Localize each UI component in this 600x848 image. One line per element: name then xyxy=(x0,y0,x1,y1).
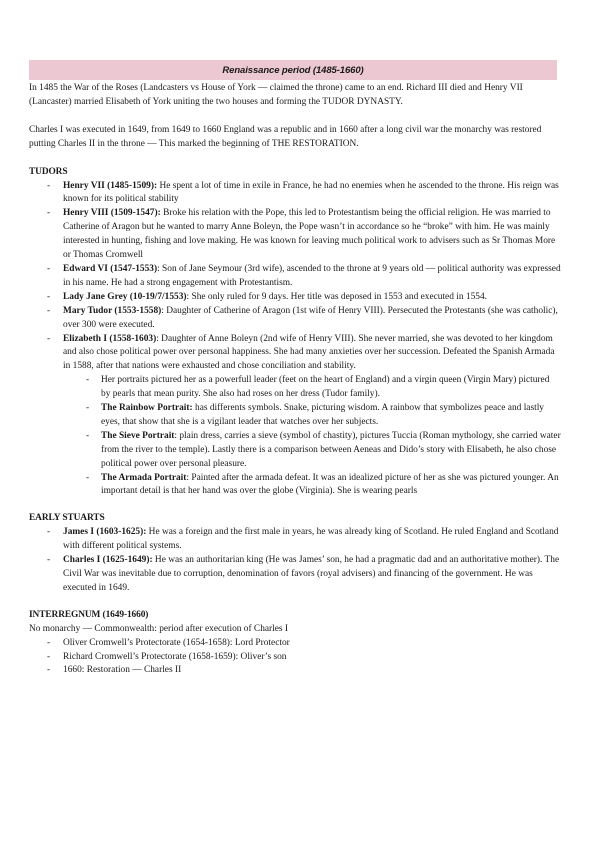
intro-paragraph: In 1485 the War of the Roses (Landcasters vs House of York — claimed the throne) came to an end. Richard III died and Henry VII (Lancaster) married Elisabeth of York uniting the two houses and forming the TUDOR DYNASTY. xyxy=(29,83,523,107)
section-heading-tudors: TUDORS xyxy=(29,166,68,177)
list-item: - James I (1603-1625): He was a foreign and the first male in years, he was already king of Scotland. He ruled England and Scotland with different political systems. xyxy=(47,527,559,552)
monarch-name: Mary Tudor (1553-1558) xyxy=(63,305,162,316)
section-heading-early-stuarts: EARLY STUARTS xyxy=(29,513,105,524)
monarch-name: Henry VIII (1509-1547): xyxy=(63,208,161,219)
monarch-description: : Daughter of Catherine of Aragon (1st wife of Henry VIII). Persecuted the Protestants (she was catholic), over 300 were executed. xyxy=(63,305,558,330)
sub-list-item: - The Sieve Portrait: plain dress, carries a sieve (symbol of chastity), pictures Tuccia (Roman mythology, she carried water from the river to the temple). Lastly there is a comparison between Aeneas and Dido’s story with Elisabeth, he also chose political power over personal pleasure. xyxy=(86,430,561,469)
portrait-description: : plain dress, carries a sieve (symbol of chastity), pictures Tuccia (Roman mythology, she carried water from the river to the temple). Lastly there is a comparison between Aeneas and Dido’s story with Elisabeth, he also chose political power over personal pleasure. xyxy=(101,430,561,469)
sub-list-item: - The Armada Portrait: Painted after the armada defeat. It was an idealized picture of her as she was pictured younger. An important detail is that her hand was over the globe (Virginia). She is wearing pearls xyxy=(86,472,559,497)
intro-paragraph: Charles I was executed in 1649, from 1649 to 1660 England was a republic and in 1660 after a long civil war the monarchy was restored putting Charles II in the throne — This marked the beginning of THE RESTORATION. xyxy=(29,124,542,149)
title-banner xyxy=(29,60,557,80)
monarch-name: Charles I (1625-1649): xyxy=(63,555,153,566)
section-heading-interregnum: INTERREGNUM (1649-1660) xyxy=(29,609,149,620)
monarch-name: Lady Jane Grey (10-19/7/1553) xyxy=(63,291,187,302)
portrait-name: The Rainbow Portrait: xyxy=(101,403,193,414)
portrait-name: The Sieve Portrait xyxy=(101,430,175,441)
monarch-description: He spent a lot of time in exile in France, he had no enemies when he ascended to the throne. His reign was known for its political stability xyxy=(63,180,559,205)
portrait-description: Her portraits pictured her as a powerfull leader (feet on the heart of England) and a virgin queen (Virgin Mary) pictured by pearls that mean purity. She also had roses on her dress (Tudor family). xyxy=(101,375,550,400)
list-item: - 1660: Restoration — Charles II xyxy=(47,665,182,676)
portraits-list xyxy=(29,374,561,499)
portrait-description: : Painted after the armada defeat. It was an idealized picture of her as she was pictured younger. An important detail is that her hand was over the globe (Virginia). She is wearing pearls xyxy=(101,472,559,497)
sub-list-item: - The Rainbow Portrait: has differents symbols. Snake, picturing wisdom. A rainbow that symbolizes peace and lastly eyes, that show that she is a vigilant leader that watches over her subjects. xyxy=(86,403,544,427)
monarch-description: He was a foreign and the first male in years, he was already king of Scotland. He ruled England and Scotland with different political systems. xyxy=(63,527,559,552)
list-item: - Henry VII (1485-1509): He spent a lot of time in exile in France, he had no enemies when he ascended to the throne. His reign was known for its political stability xyxy=(47,180,559,205)
monarch-name: Elizabeth I (1558-1603) xyxy=(63,333,157,344)
list-item-text: 1660: Restoration — Charles II xyxy=(63,665,182,676)
list-item: - Richard Cromwell’s Protectorate (1658-1659): Oliver’s son xyxy=(47,651,287,662)
tudors-list xyxy=(29,180,561,500)
page-title: Renaissance period (1485-1660) xyxy=(222,65,364,76)
early-stuarts-list xyxy=(29,526,561,596)
list-item: - Oliver Cromwell’s Protectorate (1654-1658): Lord Protector xyxy=(47,637,290,648)
list-item-text: Richard Cromwell’s Protectorate (1658-1659): Oliver’s son xyxy=(63,651,287,662)
list-item-text: Oliver Cromwell’s Protectorate (1654-1658): Lord Protector xyxy=(63,637,290,648)
portrait-description: has differents symbols. Snake, picturing wisdom. A rainbow that symbolizes peace and lastly eyes, that show that she is a vigilant leader that watches over her subjects. xyxy=(101,403,544,427)
monarch-name: Edward VI (1547-1553) xyxy=(63,263,158,274)
interregnum-intro: No monarchy — Commonwealth: period after execution of Charles I xyxy=(29,623,289,634)
monarch-description: : She only ruled for 9 days. Her title was deposed in 1553 and executed in 1554. xyxy=(186,291,487,302)
monarch-name: James I (1603-1625): xyxy=(63,527,147,538)
monarch-description: Broke his relation with the Pope, this led to Protestantism being the official religion. He was married to Catherine of Aragon but he wanted to marry Anne Boleyn, the Pope wasn’t in accordance so he “broke” with him. He was mainly interested in hunting, fishing and love making. He was known for leaving much political work to advisers such as Sr Thomas More or Thomas Cromwell xyxy=(63,208,556,261)
list-item: - Charles I (1625-1649): He was an authoritarian king (He was James’ son, he had a pragmatic dad and an authoritative mother). The Civil War was inevitable due to corruption, denomination of favors (royal advisers) and financing of the government. He was executed in 1649. xyxy=(47,555,560,593)
list-item: - Mary Tudor (1553-1558): Daughter of Catherine of Aragon (1st wife of Henry VIII). Persecuted the Protestants (she was catholic), over 300 were executed. xyxy=(47,305,558,330)
list-item: - Lady Jane Grey (10-19/7/1553): She only ruled for 9 days. Her title was deposed in 1553 and executed in 1554. xyxy=(47,291,487,302)
list-item: - Henry VIII (1509-1547): Broke his relation with the Pope, this led to Protestantism being the official religion. He was married to Catherine of Aragon but he wanted to marry Anne Boleyn, the Pope wasn’t in accordance so he “broke” with him. He was mainly interested in hunting, fishing and love making. He was known for leaving much political work to advisers such as Sr Thomas More or Thomas Cromwell xyxy=(47,208,556,261)
list-item: - Edward VI (1547-1553): Son of Jane Seymour (3rd wife), ascended to the throne at 9 years old — political authority was expressed in his name. He had a strong engagement with Protestantism. xyxy=(47,263,561,288)
document-body xyxy=(29,82,561,678)
monarch-description: : Daughter of Anne Boleyn (2nd wife of Henry VIII). She never married, she was devoted to her kingdom and also chose political power over personal happiness. She had many anxieties over her succession. Defeated the Spanish Armada in 1588, after that nations were exhausted and chose conciliation and stability. xyxy=(63,333,555,372)
sub-list-item: - Her portraits pictured her as a powerfull leader (feet on the heart of England) and a virgin queen (Virgin Mary) pictured by pearls that mean purity. She also had roses on her dress (Tudor family). xyxy=(86,375,550,400)
monarch-description: : Son of Jane Seymour (3rd wife), ascended to the throne at 9 years old — political authority was expressed in his name. He had a strong engagement with Protestantism. xyxy=(63,263,561,288)
monarch-description: He was an authoritarian king (He was James’ son, he had a pragmatic dad and an authoritative mother). The Civil War was inevitable due to corruption, denomination of favors (royal advisers) and financing of the government. He was executed in 1649. xyxy=(63,555,560,593)
portrait-name: The Armada Portrait xyxy=(101,472,187,483)
monarch-name: Henry VII (1485-1509): xyxy=(63,180,158,191)
list-item: - Elizabeth I (1558-1603): Daughter of Anne Boleyn (2nd wife of Henry VIII). She never married, she was devoted to her kingdom and also chose political power over personal happiness. She had many anxieties over her succession. Defeated the Spanish Armada in 1588, after that nations were exhausted and chose conciliation and stability. - Her portraits pictured her as a powerfull leader (feet on the heart of England) and a virgin queen (Virgin Mary) pictured by pearls that mean purity. She also had roses on her dress (Tudor family). - The Rainbow Portrait: has differents symbols. Snake, picturing wisdom. A rainbow that symbolizes peace and lastly eyes, that show that she is a vigilant leader that watches over her subjects. - The Sieve Portrait: plain dress, carries a sieve (symbol of chastity), pictures Tuccia (Roman mythology, she carried water from the river to the temple). Lastly there is a comparison between Aeneas and Dido’s story with Elisabeth, he also chose political power over personal pleasure. - The Armada Portrait: Painted after the armada defeat. It was an idealized picture of her as she was pictured younger. An important detail is that her hand was over the globe (Virginia). She is wearing pearls xyxy=(29,333,561,500)
interregnum-list xyxy=(29,637,561,679)
